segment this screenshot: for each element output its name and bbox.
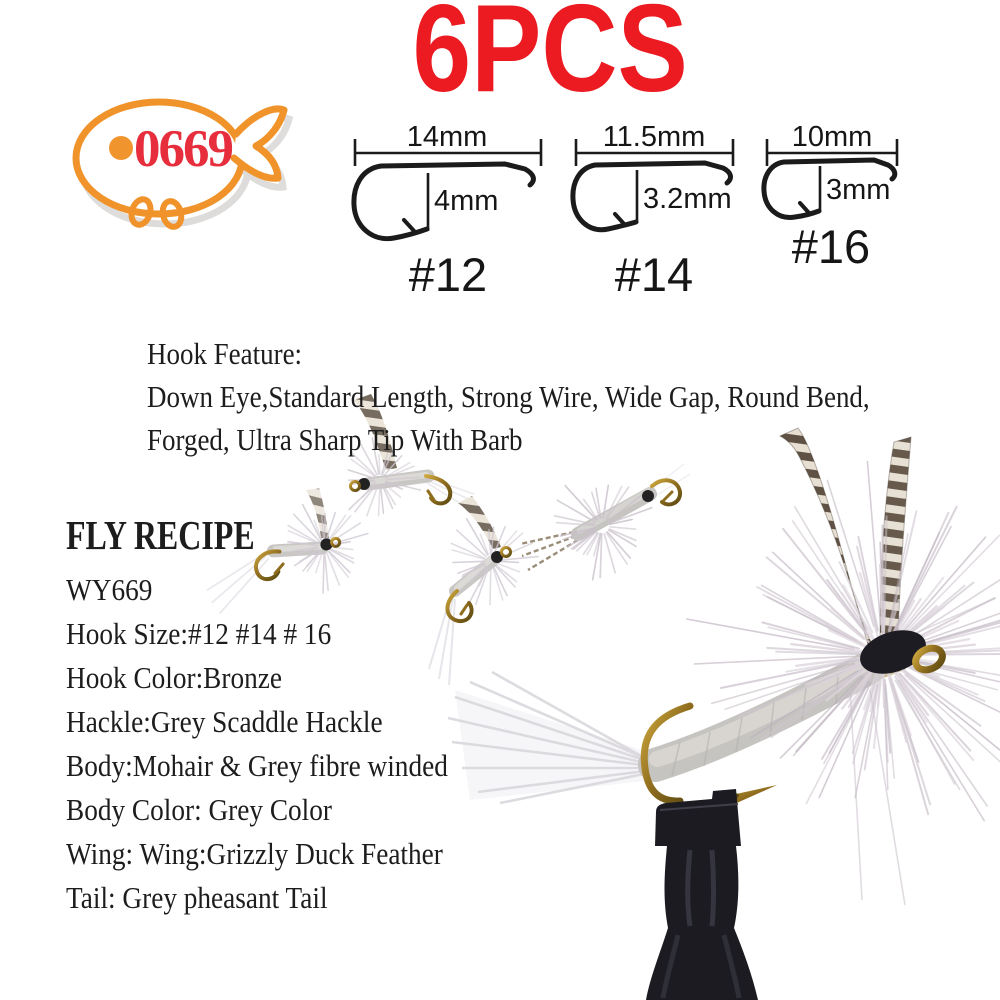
recipe-line: Tail: Grey pheasant Tail (66, 880, 328, 915)
fly-photo-4 (520, 464, 690, 580)
recipe-line: Hook Size:#12 #14 # 16 (66, 616, 332, 651)
fly-recipe-title: FLY RECIPE (66, 512, 255, 558)
hook-gap-label: 3.2mm (643, 183, 732, 215)
fly-recipe-block (66, 568, 448, 920)
hook-size-label: #16 (791, 220, 871, 273)
fly-photo-main (448, 428, 1000, 1000)
hook-diagram-16 (757, 113, 907, 278)
hook-feature-block (147, 332, 870, 461)
logo-model-number: 0669 (134, 120, 232, 178)
hook-diagram-14 (565, 113, 745, 303)
hook-feature-line: Forged, Ultra Sharp Tip With Barb (147, 422, 523, 457)
quantity-headline: 6PCS (412, 0, 688, 118)
recipe-line: Hook Color:Bronze (66, 660, 282, 695)
hook-barb (615, 214, 625, 225)
hook-diagram-12 (345, 113, 555, 303)
recipe-line: Wing: Wing:Grizzly Duck Feather (66, 836, 443, 871)
recipe-line: WY669 (66, 572, 153, 607)
fish-eye (109, 136, 133, 160)
recipe-line: Body Color: Grey Color (66, 792, 332, 827)
hook-length-label: 10mm (791, 121, 873, 153)
hook-feature-title: Hook Feature: (147, 336, 303, 371)
hook-size-label: #12 (408, 248, 488, 301)
fish-logo (66, 84, 298, 236)
recipe-line: Body:Mohair & Grey fibre winded (66, 748, 448, 783)
hook-barb (404, 220, 415, 232)
hook-size-label: #14 (614, 248, 694, 301)
hook-length-label: 11.5mm (602, 121, 706, 153)
hook-feature-line: Down Eye,Standard Length, Strong Wire, Wide Gap, Round Bend, (147, 379, 870, 414)
recipe-line: Hackle:Grey Scaddle Hackle (66, 704, 383, 739)
hook-length-label: 14mm (406, 121, 488, 153)
hook-gap-label: 4mm (434, 185, 499, 217)
fly-tying-vise (646, 785, 777, 1000)
hook-barb (800, 203, 809, 213)
hook-gap-label: 3mm (826, 174, 891, 206)
